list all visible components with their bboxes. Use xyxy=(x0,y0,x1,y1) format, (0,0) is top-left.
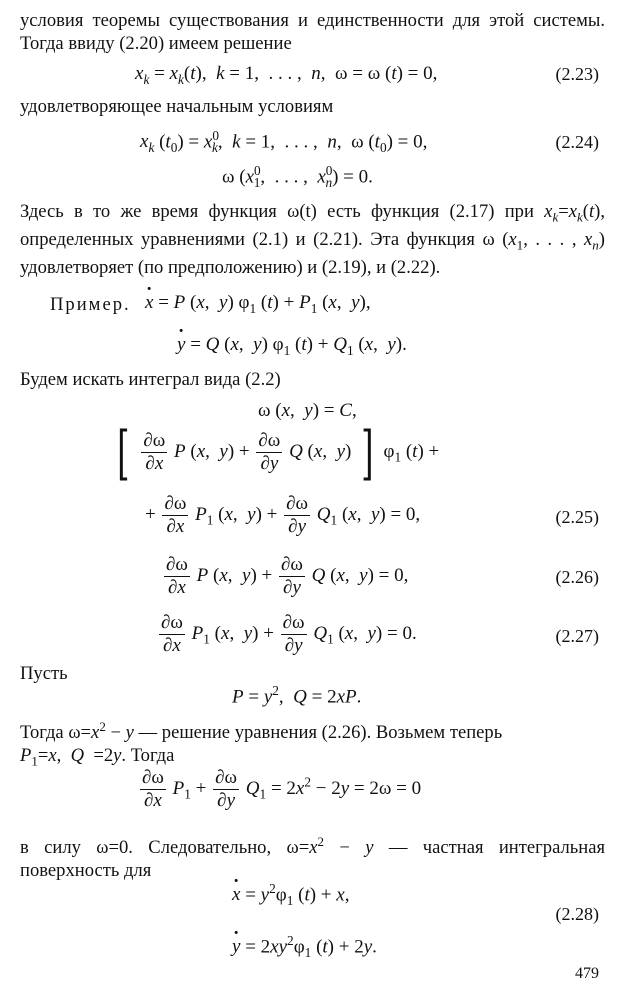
text-segment: Тогда xyxy=(20,722,64,744)
equation-number: (2.27) xyxy=(555,626,599,646)
text-segment: , определенных уравнениями (2.1) и (2.21). Эта функция xyxy=(20,201,605,251)
equation-2-26: $\frac{\partial\omega}{\partial x}$ P (x, y) + $\frac{\partial\omega}{\partial y}$ Q (x, y) = 0, xyxy=(166,554,409,598)
equation-integral: ω (x, y) = C, xyxy=(258,400,357,421)
equation-2-24-line1: $x_k$ $(t_0) = x^0_k$, k = 1, . . . , n, ω $(t_0) = 0$, xyxy=(140,128,428,156)
equation-example-line2: · y = Q (x, y) $\varphi_1$ $(t) + Q_1$ (x, y). xyxy=(177,334,407,359)
equation-2-25-line1: [ $\frac{\partial\omega}{\partial x}$ P (x, y) + $\frac{\partial\omega}{\partial y}$ Q (x, y) ] $\varphi_1$ (t) + xyxy=(117,418,440,487)
paragraph-function-description: Здесь в то же время функция ω(t) есть функция (2.17) при $x_k=x_k(t)$, определенных уравнениями (2.1) и (2.21). Эта функция ω ($x_1$, . . . , $x_n$) удовлетворяет (по предположению) и (2.19), и (2.22). xyxy=(20,201,605,279)
text-segment: — частная интегральная поверхность для xyxy=(20,837,605,881)
paragraph-conclusion: в силу ω=0. Следовательно, $\omega=x^2 - y$ — частная интегральная поверхность для xyxy=(20,834,605,881)
text-segment: в силу ω=0. Следовательно, xyxy=(20,837,272,859)
equation-2-25-line2: + $\frac{\partial\omega}{\partial x}$ $P_1$ (x, y) + $\frac{\partial\omega}{\partial y}$ $Q_1$ (x, y) = 0, xyxy=(145,493,421,537)
paragraph-integral-form: Будем искать интеграл вида (2.2) xyxy=(20,369,281,390)
text-segment: — решение уравнения (2.26). Возьмем теперь xyxy=(138,722,503,744)
equation-2-24-line2: ω ($x^0_1$, . . . , $x^0_n) = 0$. xyxy=(222,163,373,191)
paragraph-intro: условия теоремы существования и единственности для этой системы. Тогда ввиду (2.20) имеем решение xyxy=(20,10,605,54)
equation-2-28-line2: · $y = 2xy^2\varphi_1$ (t) + 2y. xyxy=(232,933,377,961)
page-number: 479 xyxy=(575,965,599,982)
equation-2-28-line1: · $x = y^2\varphi_1$ (t) + x, xyxy=(232,881,349,909)
equation-2-27: $\frac{\partial\omega}{\partial x}$ $P_1$ (x, y) + $\frac{\partial\omega}{\partial y}$ $Q_1$ (x, y) = 0. xyxy=(161,612,417,656)
equation-2-23: $x_k = x_k(t)$, k = 1, . . . , n, ω = ω (t) = 0, xyxy=(135,63,438,87)
text-segment: Тогда xyxy=(130,744,175,766)
equation-number: (2.24) xyxy=(555,132,599,152)
text-segment: удовлетворяет (по предположению) и (2.19), и (2.22). xyxy=(20,257,441,279)
equation-number: (2.23) xyxy=(555,64,599,84)
text-segment: Здесь в то же время функция ω(t) есть функция (2.17) при xyxy=(20,201,534,222)
equation-derivative: $\frac{\partial\omega}{\partial x}$ $P_1$ + $\frac{\partial\omega}{\partial y}$ $Q_1 = 2x^2 - 2y = 2\omega = 0$ xyxy=(142,767,422,811)
example-label: Пример. xyxy=(50,294,131,315)
equation-pq: $P = y^2$, Q = 2xP. xyxy=(232,683,362,708)
equation-number: (2.28) xyxy=(555,904,599,924)
paragraph-then: Тогда $\omega=x^2 - y$ — решение уравнения (2.26). Возьмем теперь $P_1=x$, Q =2y. Тогда xyxy=(20,719,503,769)
paragraph-initial-conditions: удовлетворяющее начальным условиям xyxy=(20,96,334,117)
equation-number: (2.26) xyxy=(555,567,599,587)
equation-number: (2.25) xyxy=(555,507,599,527)
equation-example-line1: · x = P (x, y) $\varphi_1$ $(t) + P_1$ (x, y), xyxy=(145,292,371,317)
paragraph-let: Пусть xyxy=(20,663,68,684)
